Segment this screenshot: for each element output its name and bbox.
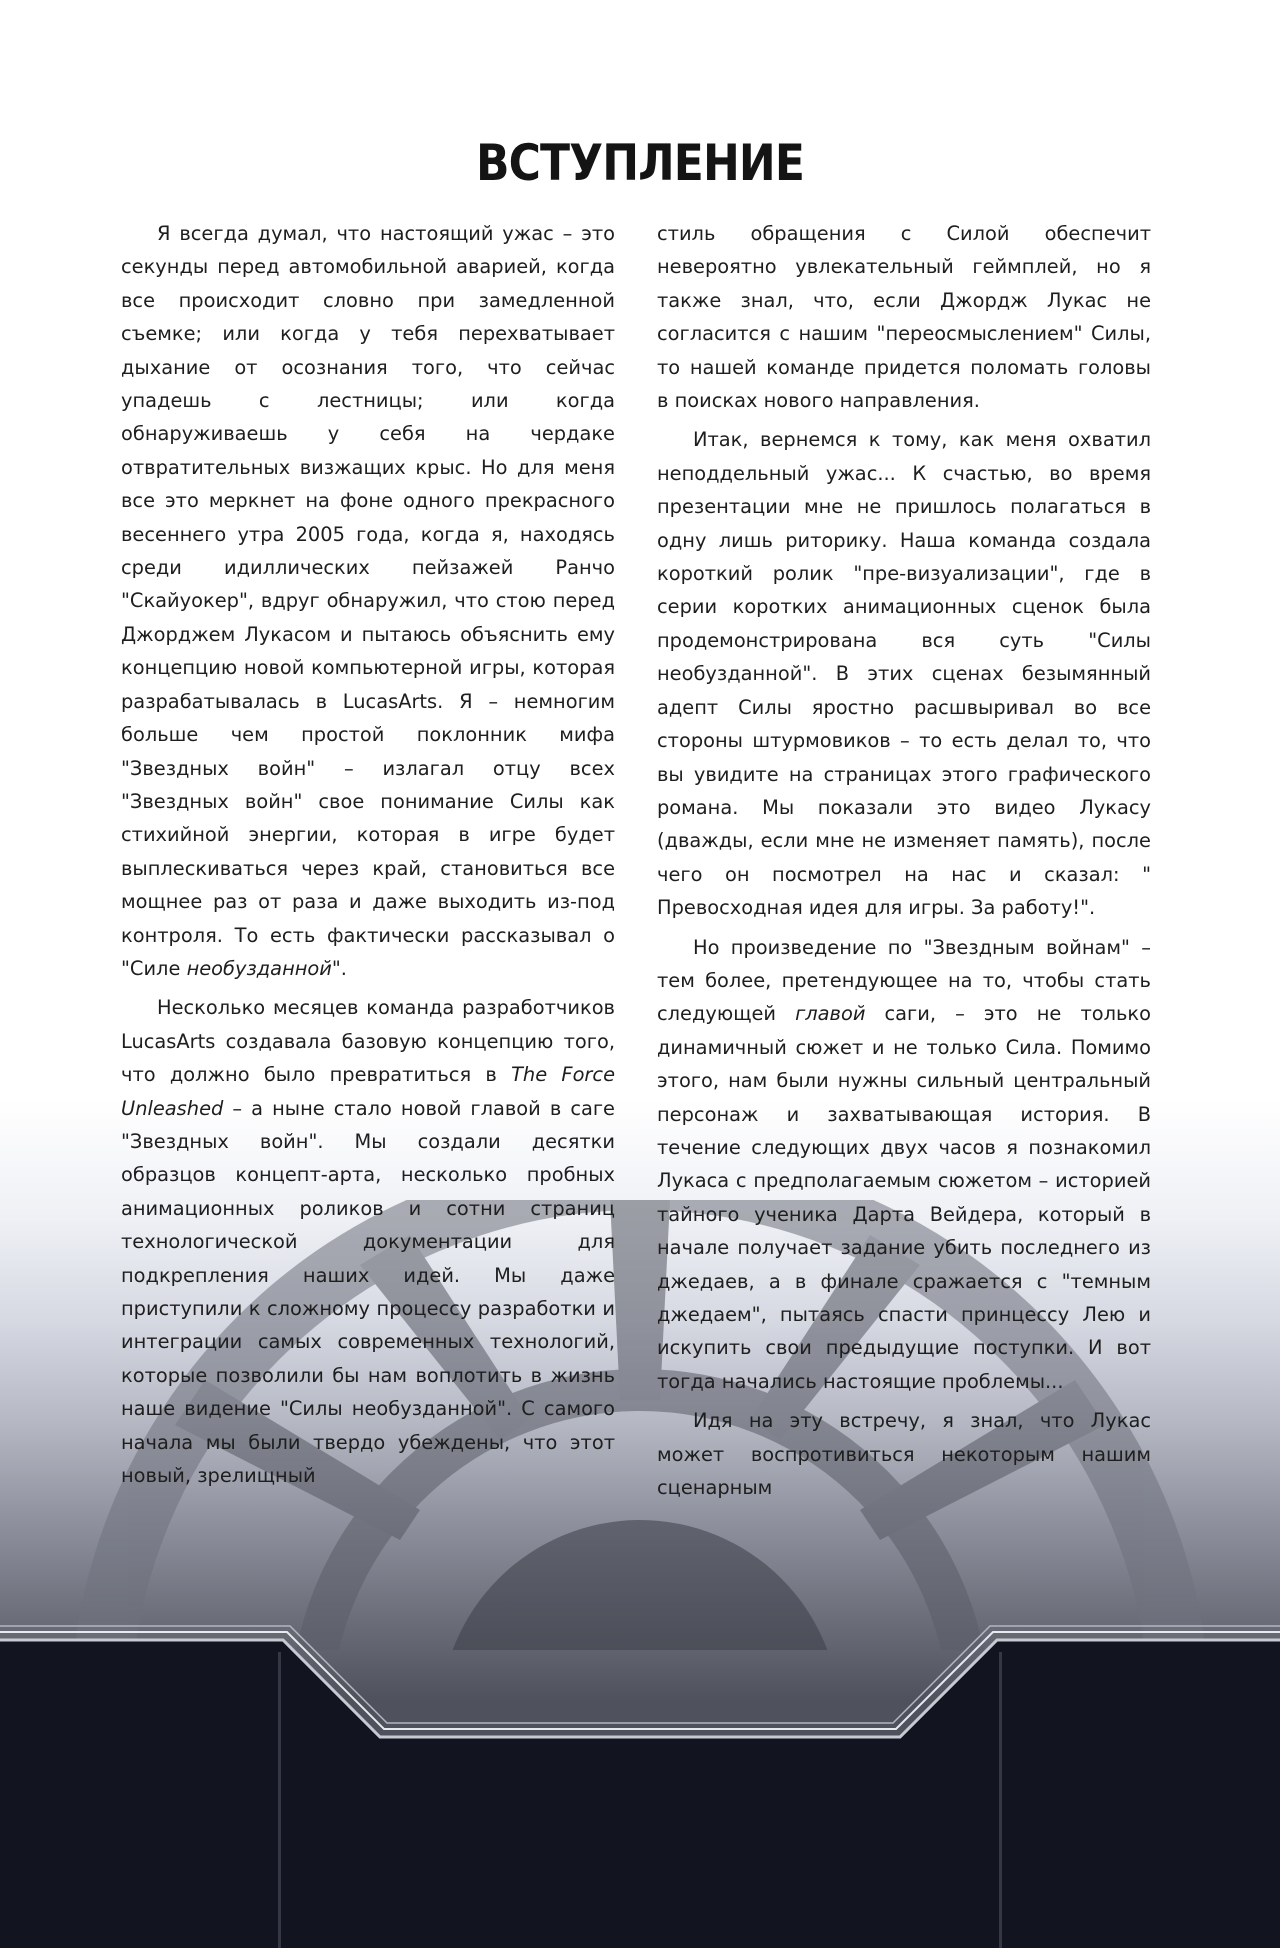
paragraph: Итак, вернемся к тому, как меня охватил неподдельный ужас... К счастью, во время презентации мне не пришлось полагаться в одну лишь риторику. Наша команда создала короткий ролик "пре-визуализации", где в серии коротких анимационных сценок была продемонстрирована вся суть "Силы необузданной". В этих сценах безымянный адепт Силы яростно расшвыривал во все стороны штурмовиков – то есть делал то, что вы увидите на страницах этого графического романа. Мы показали это видео Лукасу (дважды, если мне не изменяет память), после чего он посмотрел на нас и сказал: " Превосходная идея для игры. За работу!". bbox=[657, 428, 1151, 920]
paragraph: Идя на эту встречу, я знал, что Лукас может воспротивиться некоторым нашим сценарным bbox=[657, 1409, 1151, 1500]
paragraph-text: Но произведение по "Звездным войнам" – тем более, претендующее на то, чтобы стать следующей bbox=[657, 935, 1151, 1026]
emphasis-text: необузданной bbox=[186, 956, 332, 980]
paragraph bbox=[121, 991, 615, 1492]
emphasis-text: главой bbox=[795, 1002, 866, 1026]
paragraph bbox=[657, 931, 1151, 1399]
paragraph: стиль обращения с Силой обеспечит невероятно увлекательный геймплей, но я также знал, что, если Джордж Лукас не согласится с нашим "переосмыслением" Силы, то нашей команде придется поломать головы в поисках нового направления. bbox=[657, 222, 1151, 413]
paragraph-text: ". bbox=[331, 956, 347, 980]
paragraph bbox=[121, 217, 615, 985]
paragraph-text: Несколько месяцев команда разработчиков LucasArts создавала базовую концепцию того, что должно было превратиться в bbox=[121, 996, 615, 1087]
text-column-right bbox=[657, 217, 1151, 1510]
text-column-left bbox=[121, 217, 615, 1498]
emphasis-text: The Force Unleashed bbox=[121, 1063, 615, 1120]
paragraph-text: Я всегда думал, что настоящий ужас – это секунды перед автомобильной аварией, когда все происходит словно при замедленной съемке; или когда у тебя перехватывает дыхание от осознания того, что сейчас упадешь с лестницы; или когда обнаруживаешь у себя на чердаке отвратительных визжащих крыс. Но для меня все это меркнет на фоне одного прекрасного весеннего утра 2005 года, когда я, находясь среди идиллических пейзажей Ранчо "Скайуокер", вдруг обнаружил, что стою перед Джорджем Лукасом и пытаюсь объяснить ему концепцию новой компьютерной игры, которая разрабатывалась в LucasArts. Я – немногим больше чем простой поклонник мифа "Звездных войн" – излагал отцу всех "Звездных войн" свое понимание Силы как стихийной энергии, которая в игре будет выплескиваться через край, становиться все мощнее раз от раза и даже выходить из-под контроля. То есть фактически рассказывал о "Силе bbox=[121, 222, 615, 980]
paragraph-text: – а ныне стало новой главой в саге "Звездных войн". Мы создали десятки образцов концепт-арта, несколько пробных анимационных роликов и сотни страниц технологической документации для подкрепления наших идей. Мы даже приступили к сложному процессу разработки и интеграции самых современных технологий, которые позволили бы нам воплотить в жизнь наше видение "Силы необузданной". С самого начала мы были твердо убеждены, что этот новый, зрелищный bbox=[121, 1096, 615, 1488]
paragraph-text: саги, – это не только динамичный сюжет и не только Сила. Помимо этого, нам были нужны сильный центральный персонаж и захватывающая история. В течение следующих двух часов я познакомил Лукаса с предполагаемым сюжетом – историей тайного ученика Дарта Вейдера, который в начале получает задание убить последнего из джедаев, а в финале сражается с "темным джедаем", пытаясь спасти принцессу Лею и искупить свои предыдущие поступки. И вот тогда начались настоящие проблемы... bbox=[657, 1002, 1151, 1393]
page-title: ВСТУПЛЕНИЕ bbox=[475, 133, 805, 192]
